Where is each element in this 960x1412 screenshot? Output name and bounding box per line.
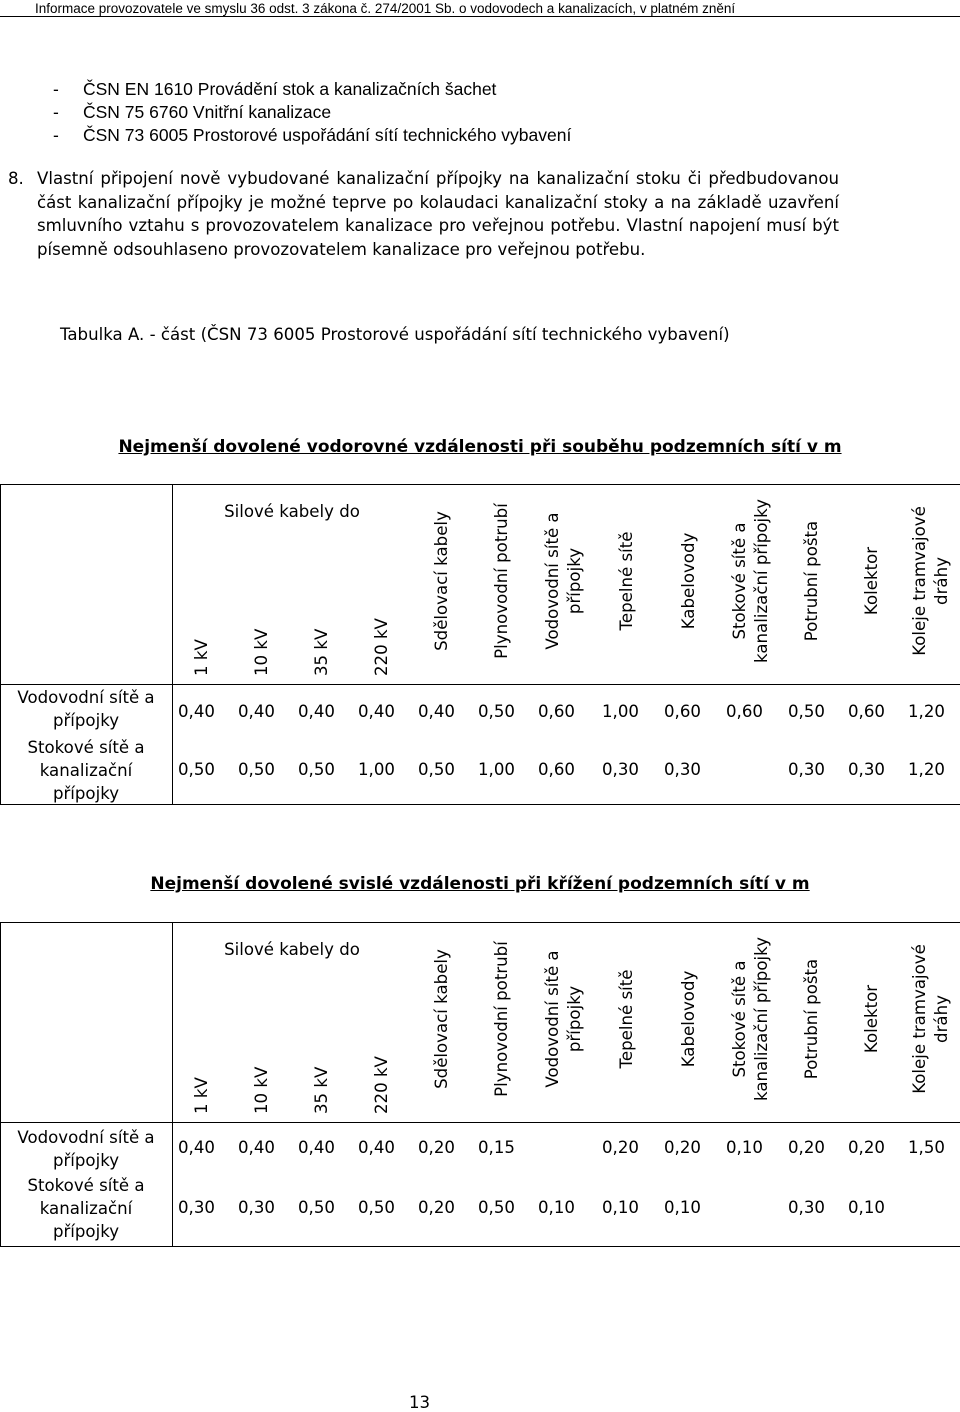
- table-cell-value: 0,50: [478, 702, 515, 721]
- table-cell-value: 0,40: [298, 702, 335, 721]
- table-cell-value: 0,40: [178, 1138, 215, 1157]
- table-cell-value: 0,20: [602, 1138, 639, 1157]
- table-cell-value: 0,50: [238, 760, 275, 779]
- column-header: [909, 486, 953, 676]
- row-label: [0, 1126, 172, 1172]
- paragraph-item-8: [8, 167, 839, 261]
- table-border-top: [0, 922, 960, 923]
- group-header-power-cables: Silové kabely do: [224, 502, 360, 521]
- row-label: [0, 686, 172, 732]
- table-cell-value: 0,60: [538, 760, 575, 779]
- column-header-line: Tepelné sítě: [617, 531, 636, 631]
- column-header-line: Kabelovody: [679, 970, 698, 1068]
- column-header-line: Sdělovací kabely: [432, 949, 451, 1089]
- table-cell-value: 0,30: [848, 760, 885, 779]
- table-cell-value: 0,50: [478, 1198, 515, 1217]
- column-header: [251, 994, 273, 1114]
- vertical-distance-table: [0, 922, 960, 1246]
- standard-item: [53, 124, 571, 147]
- horizontal-distance-table-title: Nejmenší dovolené vodorovné vzdálenosti při souběhu podzemních sítí v m: [118, 437, 842, 457]
- column-header-line: Koleje tramvajové: [910, 506, 929, 656]
- table-cell-value: 0,20: [848, 1138, 885, 1157]
- table-cell-value: 0,50: [358, 1198, 395, 1217]
- table-cell-value: 0,30: [602, 760, 639, 779]
- column-header: [678, 924, 700, 1114]
- table-caption: Tabulka A. - část (ČSN 73 6005 Prostorové uspořádání sítí technického vybavení): [60, 325, 730, 344]
- table-cell-value: 1,20: [908, 760, 945, 779]
- table-cell-value: 0,20: [664, 1138, 701, 1157]
- column-header-line: 1 kV: [192, 1077, 211, 1114]
- column-header-line: Sdělovací kabely: [432, 511, 451, 651]
- paragraph-text: Vlastní připojení nově vybudované kanalizační přípojky na kanalizační stoku či předbudovanou část kanalizační přípojky je možné teprve po kolaudaci kanalizační stoky a na základě uzavření smluvního vztahu s provozovatelem kanalizace pro veřejnou potřebu. Vlastní napojení musí být písemně odsouhlaseno provozovatelem kanalizace pro veřejnou potřebu.: [37, 169, 839, 259]
- column-header-line: Tepelné sítě: [617, 969, 636, 1069]
- table-cell-value: 0,50: [418, 760, 455, 779]
- vertical-distance-table-title: Nejmenší dovolené svislé vzdálenosti při křížení podzemních sítí v m: [150, 874, 810, 894]
- column-header: [431, 924, 453, 1114]
- column-header: [909, 924, 953, 1114]
- table-cell-value: 0,40: [418, 702, 455, 721]
- table-cell-value: 0,10: [602, 1198, 639, 1217]
- column-header: [251, 556, 273, 676]
- table-cell-value: 0,30: [664, 760, 701, 779]
- column-header: [616, 924, 638, 1114]
- table-cell-value: 0,15: [478, 1138, 515, 1157]
- column-header-line: dráhy: [932, 557, 951, 605]
- column-header-line: Potrubní pošta: [802, 958, 821, 1080]
- column-header-line: Stokové sítě a: [730, 960, 749, 1078]
- column-header: [191, 556, 213, 676]
- table-cell-value: 1,00: [478, 760, 515, 779]
- table-cell-value: 0,20: [418, 1198, 455, 1217]
- column-header: [801, 924, 823, 1114]
- table-cell-value: 0,60: [664, 702, 701, 721]
- column-header-line: 10 kV: [252, 628, 271, 676]
- column-header: [542, 486, 586, 676]
- table-cell-value: 0,40: [238, 1138, 275, 1157]
- row-label-line: přípojky: [52, 784, 120, 803]
- column-header-line: Potrubní pošta: [802, 520, 821, 642]
- table-cell-value: 0,30: [238, 1198, 275, 1217]
- table-cell-value: 0,30: [788, 760, 825, 779]
- column-header: [801, 486, 823, 676]
- column-header-line: Vodovodní sítě a: [543, 512, 562, 650]
- table-cell-value: 0,60: [726, 702, 763, 721]
- column-header: [861, 924, 883, 1114]
- column-header: [861, 486, 883, 676]
- column-header-line: Plynovodní potrubí: [492, 941, 511, 1097]
- standard-item-text: ČSN 73 6005 Prostorové uspořádání sítí technického vybavení: [83, 125, 572, 145]
- column-header: [311, 556, 333, 676]
- table-border-label: [172, 484, 173, 804]
- table-cell-value: 0,10: [664, 1198, 701, 1217]
- table-cell-value: 0,40: [358, 702, 395, 721]
- table-cell-value: 0,50: [788, 702, 825, 721]
- column-header-line: 220 kV: [372, 1056, 391, 1114]
- table-cell-value: 0,60: [538, 702, 575, 721]
- standard-item: [53, 78, 571, 101]
- table-border-label: [172, 922, 173, 1246]
- table-cell-value: 0,40: [238, 702, 275, 721]
- table-cell-value: 1,50: [908, 1138, 945, 1157]
- list-dash: -: [53, 102, 59, 122]
- row-label-line: přípojky: [52, 1151, 120, 1170]
- list-dash: -: [53, 79, 59, 99]
- item-number: 8.: [8, 169, 24, 188]
- row-label-line: kanalizační: [39, 761, 133, 780]
- row-label-line: Vodovodní sítě a: [17, 1128, 155, 1147]
- column-header-line: 35 kV: [312, 1066, 331, 1114]
- table-cell-value: 0,20: [788, 1138, 825, 1157]
- page-number: 13: [409, 1393, 431, 1412]
- group-header-power-cables: Silové kabely do: [224, 940, 360, 959]
- column-header-line: Stokové sítě a: [730, 522, 749, 640]
- table-cell-value: 0,40: [298, 1138, 335, 1157]
- standards-list: [53, 78, 571, 147]
- column-header-line: dráhy: [932, 995, 951, 1043]
- horizontal-distance-table: [0, 484, 960, 804]
- table-cell-value: 0,40: [358, 1138, 395, 1157]
- table-cell-value: 1,00: [602, 702, 639, 721]
- column-header-line: 1 kV: [192, 639, 211, 676]
- column-header: [371, 994, 393, 1114]
- column-header-line: Kolektor: [862, 984, 881, 1054]
- table-cell-value: 0,10: [848, 1198, 885, 1217]
- column-header: [311, 994, 333, 1114]
- table-cell-value: 0,50: [298, 1198, 335, 1217]
- standard-item-text: ČSN 75 6760 Vnitřní kanalizace: [83, 102, 332, 122]
- column-header-line: Kabelovody: [679, 532, 698, 630]
- row-label-line: přípojky: [52, 711, 120, 730]
- row-label: [0, 736, 172, 805]
- column-header: [431, 486, 453, 676]
- table-cell-value: 0,10: [726, 1138, 763, 1157]
- row-label-line: kanalizační: [39, 1199, 133, 1218]
- table-border-header: [0, 684, 960, 685]
- table-cell-value: 1,00: [358, 760, 395, 779]
- column-header-line: Vodovodní sítě a: [543, 950, 562, 1088]
- row-label-line: Vodovodní sítě a: [17, 688, 155, 707]
- column-header: [371, 556, 393, 676]
- column-header-line: Plynovodní potrubí: [492, 503, 511, 659]
- column-header-line: 10 kV: [252, 1066, 271, 1114]
- row-label-line: Stokové sítě a: [27, 1176, 145, 1195]
- column-header: [491, 924, 513, 1114]
- table-border-bottom: [0, 1246, 960, 1247]
- row-label: [0, 1174, 172, 1243]
- column-header: [616, 486, 638, 676]
- standard-item: [53, 101, 571, 124]
- table-cell-value: 0,50: [298, 760, 335, 779]
- column-header-line: kanalizační přípojky: [752, 937, 771, 1101]
- table-cell-value: 0,30: [788, 1198, 825, 1217]
- column-header-line: přípojky: [565, 547, 584, 615]
- table-cell-value: 0,60: [848, 702, 885, 721]
- list-dash: -: [53, 125, 59, 145]
- column-header-line: 35 kV: [312, 628, 331, 676]
- column-header: [491, 486, 513, 676]
- row-label-line: Stokové sítě a: [27, 738, 145, 757]
- table-border-top: [0, 484, 960, 485]
- column-header: [542, 924, 586, 1114]
- column-header-line: přípojky: [565, 985, 584, 1053]
- column-header-line: Kolektor: [862, 546, 881, 616]
- standard-item-text: ČSN EN 1610 Provádění stok a kanalizačních šachet: [83, 79, 497, 99]
- table-cell-value: 1,20: [908, 702, 945, 721]
- column-header-line: Koleje tramvajové: [910, 944, 929, 1094]
- column-header: [729, 924, 773, 1114]
- column-header: [191, 994, 213, 1114]
- table-border-header: [0, 1122, 960, 1123]
- column-header-line: kanalizační přípojky: [752, 499, 771, 663]
- table-cell-value: 0,30: [178, 1198, 215, 1217]
- table-cell-value: 0,50: [178, 760, 215, 779]
- table-cell-value: 0,40: [178, 702, 215, 721]
- table-cell-value: 0,10: [538, 1198, 575, 1217]
- column-header: [678, 486, 700, 676]
- table-cell-value: 0,20: [418, 1138, 455, 1157]
- row-label-line: přípojky: [52, 1222, 120, 1241]
- column-header: [729, 486, 773, 676]
- column-header-line: 220 kV: [372, 618, 391, 676]
- document-header: Informace provozovatele ve smyslu 36 odst. 3 zákona č. 274/2001 Sb. o vodovodech a kanalizacích, v platném znění: [0, 0, 960, 17]
